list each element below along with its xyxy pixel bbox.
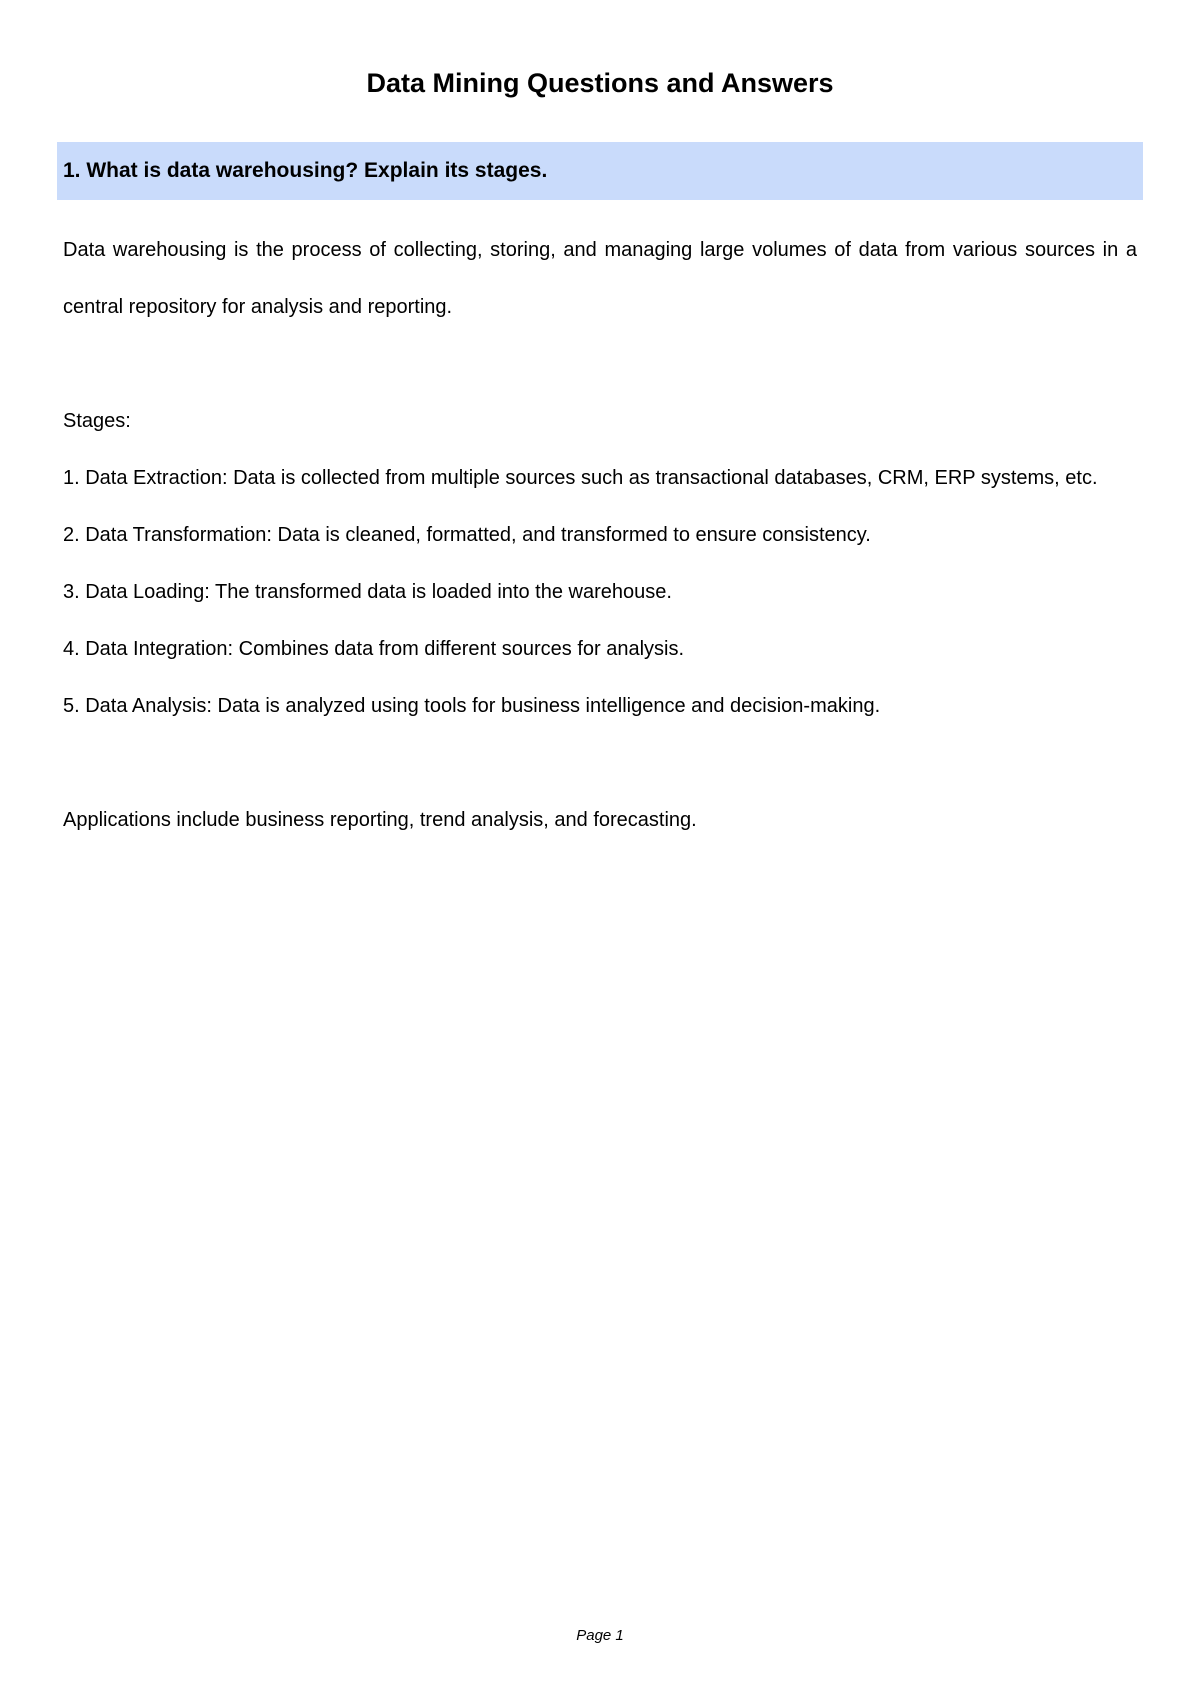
- answer-body: [63, 222, 1137, 849]
- stages-label: Stages:: [63, 410, 131, 432]
- document-title: Data Mining Questions and Answers: [366, 68, 834, 98]
- intro-paragraph: Data warehousing is the process of collecting, storing, and managing large volumes of data from various sources in a central repository for analysis and reporting.: [63, 239, 1137, 318]
- stage-item: 5. Data Analysis: Data is analyzed using tools for business intelligence and decision-making.: [63, 695, 881, 717]
- stage-item: 1. Data Extraction: Data is collected from multiple sources such as transactional databases, CRM, ERP systems, etc.: [63, 467, 1098, 489]
- question-text: 1. What is data warehousing? Explain its stages.: [63, 159, 548, 182]
- page-number: Page 1: [576, 1627, 624, 1644]
- applications-paragraph: Applications include business reporting, trend analysis, and forecasting.: [63, 809, 697, 831]
- stage-item: 4. Data Integration: Combines data from different sources for analysis.: [63, 638, 685, 660]
- stage-item: 3. Data Loading: The transformed data is loaded into the warehouse.: [63, 581, 672, 603]
- question-heading: [57, 142, 1143, 200]
- stage-item: 2. Data Transformation: Data is cleaned, formatted, and transformed to ensure consistency.: [63, 524, 871, 546]
